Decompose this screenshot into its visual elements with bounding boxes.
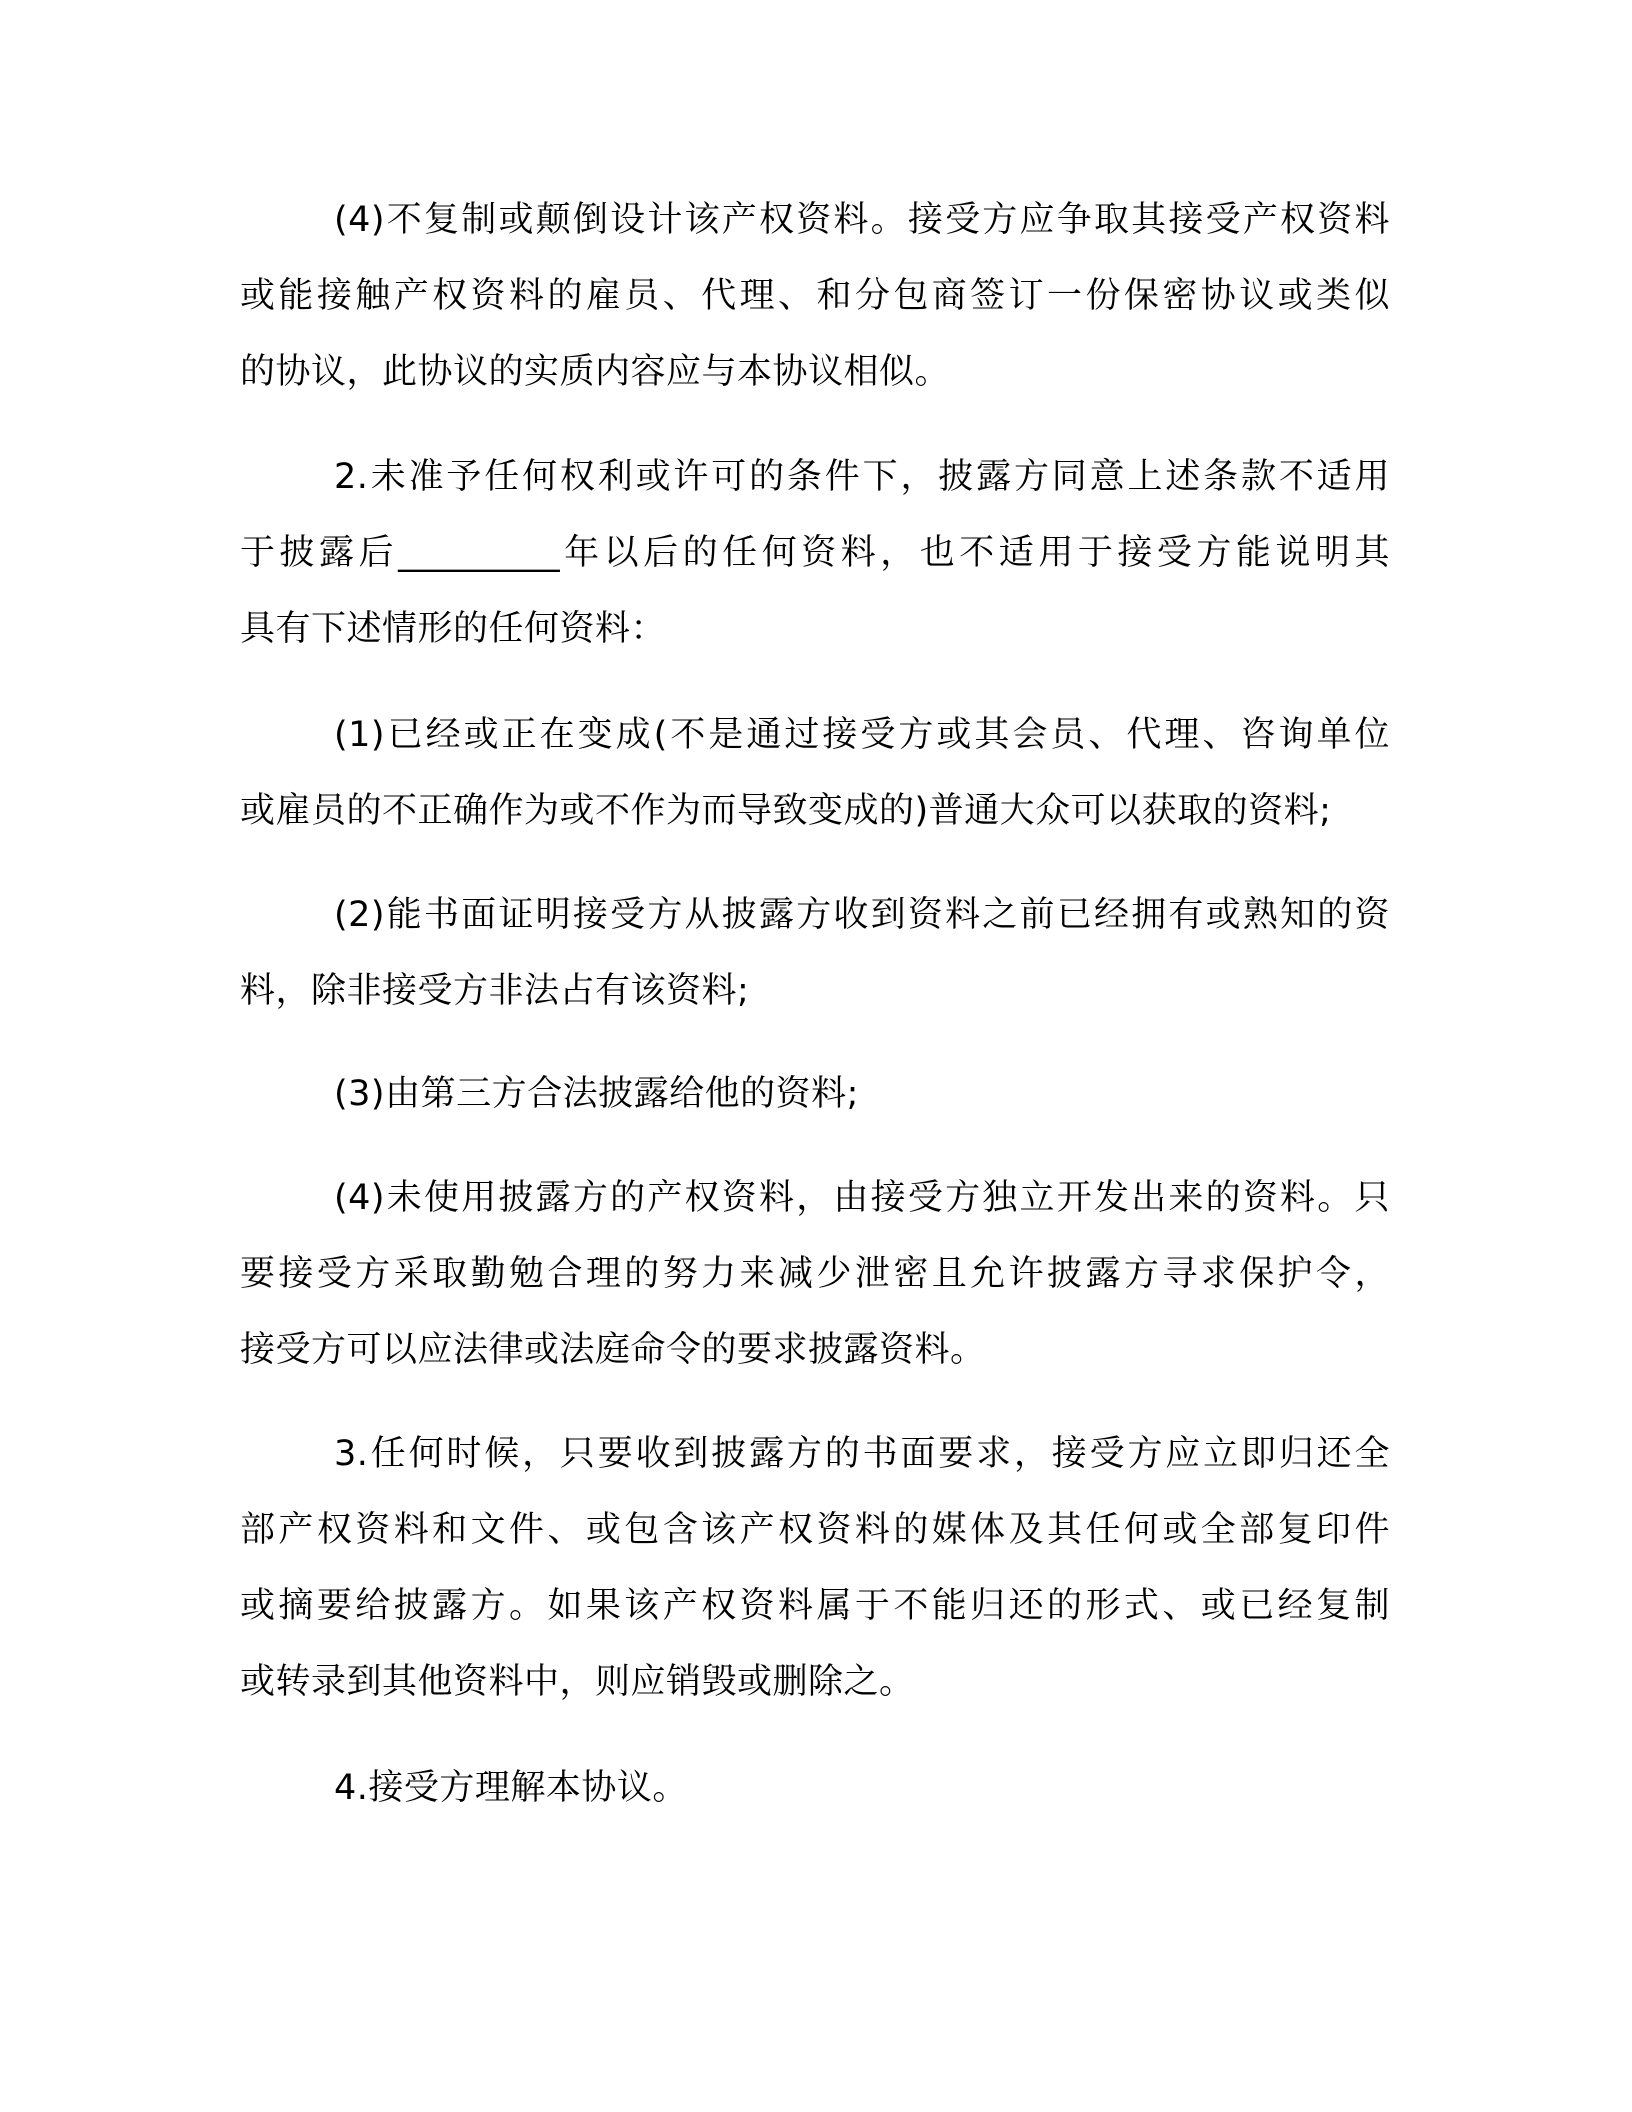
- clause-paragraph-1-4: [240, 182, 1390, 410]
- text-line: 接受方可以应法律或法庭命令的要求披露资料。: [240, 1330, 986, 1370]
- text-line: 的协议，此协议的实质内容应与本协议相似。: [240, 352, 951, 392]
- text-line: 料，除非接受方非法占有该资料;: [240, 971, 750, 1011]
- clause-paragraph-2-1: [240, 697, 1390, 849]
- text-line: 具有下述情形的任何资料：: [240, 609, 667, 649]
- text-line: 于披露后_________年以后的任何资料，也不适用于接受方能说明其: [240, 533, 1390, 573]
- text-line: (3)由第三方合法披露给他的资料;: [334, 1074, 859, 1114]
- text-line: (4)不复制或颠倒设计该产权资料。接受方应争取其接受产权资料: [334, 200, 1390, 240]
- clause-paragraph-4: [240, 1750, 1390, 1826]
- text-line: (4)未使用披露方的产权资料，由接受方独立开发出来的资料。只: [334, 1178, 1390, 1218]
- clause-paragraph-2-4: [240, 1160, 1390, 1388]
- text-line: 3.任何时候，只要收到披露方的书面要求，接受方应立即归还全: [334, 1434, 1390, 1474]
- text-line: 或雇员的不正确作为或不作为而导致变成的)普通大众可以获取的资料;: [240, 791, 1332, 831]
- text-line: (1)已经或正在变成(不是通过接受方或其会员、代理、咨询单位: [334, 715, 1390, 755]
- clause-paragraph-2-2: [240, 877, 1390, 1029]
- text-line: 或摘要给披露方。如果该产权资料属于不能归还的形式、或已经复制: [240, 1586, 1390, 1626]
- text-line: 或能接触产权资料的雇员、代理、和分包商签订一份保密协议或类似: [240, 276, 1390, 316]
- clause-paragraph-2: [240, 439, 1390, 667]
- text-line: 或转录到其他资料中，则应销毁或删除之。: [240, 1662, 915, 1702]
- text-line: 要接受方采取勤勉合理的努力来减少泄密且允许披露方寻求保护令，: [240, 1254, 1390, 1294]
- text-line: 4.接受方理解本协议。: [334, 1768, 688, 1808]
- text-line: (2)能书面证明接受方从披露方收到资料之前已经拥有或熟知的资: [334, 895, 1390, 935]
- text-line: 2.未准予任何权利或许可的条件下，披露方同意上述条款不适用: [334, 457, 1390, 497]
- clause-paragraph-2-3: [240, 1056, 1390, 1132]
- text-line: 部产权资料和文件、或包含该产权资料的媒体及其任何或全部复印件: [240, 1510, 1390, 1550]
- clause-paragraph-3: [240, 1416, 1390, 1720]
